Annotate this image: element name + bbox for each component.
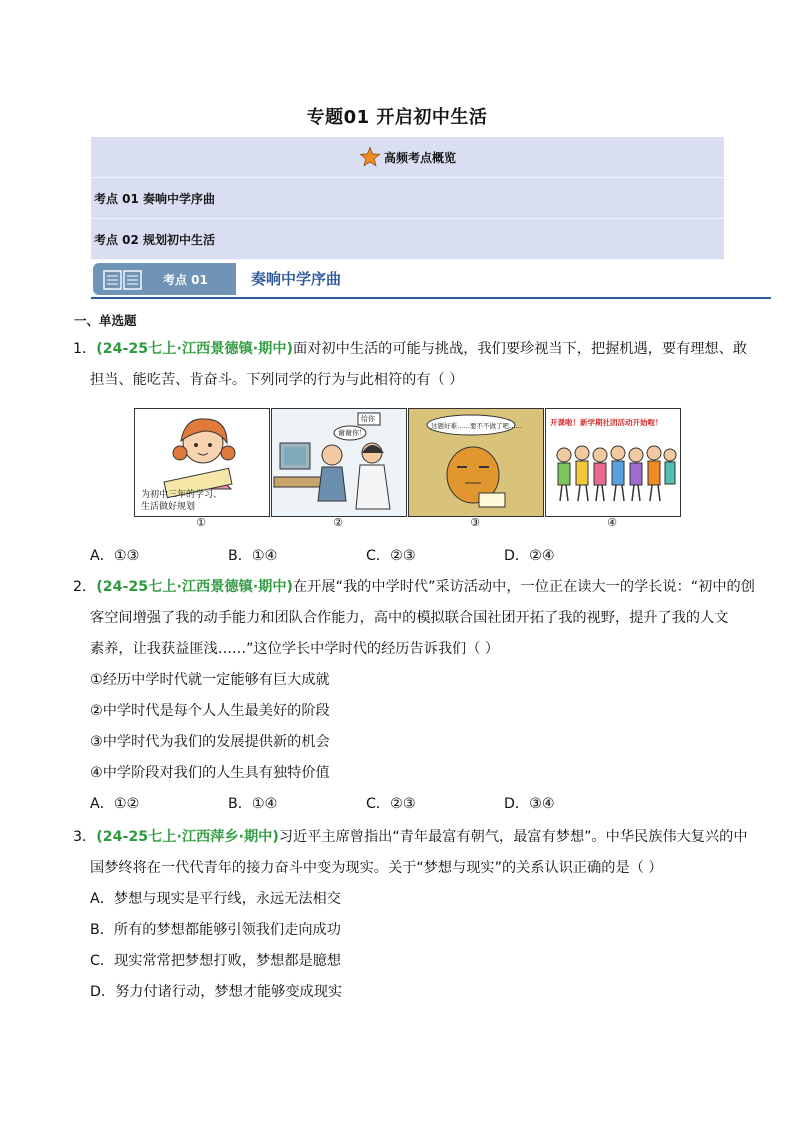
option-b: B．①④	[228, 796, 278, 812]
section-banner	[91, 263, 771, 301]
image-caption: ②	[333, 516, 343, 529]
cartoon-helping-classmate: 谢谢你！ 给你	[271, 408, 407, 517]
option-d: D．②④	[504, 548, 555, 564]
banner-tab	[93, 263, 236, 295]
option-c: C．现实常常把梦想打败，梦想都是臆想	[90, 953, 342, 969]
option-b: B．所有的梦想都能够引领我们走向成功	[90, 922, 341, 938]
cartoon-girl-planning: 为初中三年的学习、 生活做好规划	[134, 408, 270, 517]
question-1-images	[134, 408, 682, 532]
banner-title: 奏响中学序曲	[251, 270, 342, 288]
question-2: 2．(24-25七上·江西景德镇·期中)在开展“我的中学时代”采访活动中，一位正在读大一的学长说：“初中的创 客空间增强了我的动手能力和团队合作能力，高中的模拟联合国社团开拓了我的视野，提升了我的人文 素养，让我获益匪浅……”这位学长中学时代的经历告诉我们（ ） ①经历中学时代就一定能够有巨大成就 ②中学时代是每个人人生最美好的阶段 ③中学时代为我们的发展提供新的机会 ④中学阶段对我们的人生具有独特价值 A．①② B．①④ C．②③ D．③④	[73, 572, 733, 820]
question-1: 1．(24-25七上·江西景德镇·期中)面对初中生活的可能与挑战，我们要珍视当下，把握机遇，要有理想、敢 担当、能吃苦、肯奋斗。下列同学的行为与此相符的有（ ）	[73, 341, 748, 388]
question-source: (24-25七上·江西景德镇·期中)	[96, 341, 294, 357]
statement: ①经历中学时代就一定能够有巨大成就	[90, 672, 330, 688]
overview-header-label: 高频考点概览	[383, 150, 456, 165]
question-3: 3．(24-25七上·江西萍乡·期中)习近平主席曾指出“青年最富有朝气，最富有梦想”。中华民族伟大复兴的中 国梦终将在一代代青年的接力奋斗中变为现实。关于“梦想与现实”的关系认识正确的是（ ） A．梦想与现实是平行线，永远无法相交 B．所有的梦想都能够引领我们走向成功 C．现实常常把梦想打败，梦想都是臆想 D．努力付诸行动，梦想才能够变成现实	[73, 822, 733, 1008]
overview-table	[91, 137, 724, 260]
overview-item: 考点 02 规划初中生活	[91, 219, 724, 260]
banner-underline	[91, 297, 771, 299]
statement: ②中学时代是每个人人生最美好的阶段	[90, 703, 330, 719]
cartoon-club-activities: 开课啦！新学期社团活动开始啦！	[545, 408, 681, 517]
image-caption: ④	[607, 516, 617, 529]
section-heading: 一、单选题	[74, 313, 137, 328]
image-caption: ①	[196, 516, 206, 529]
option-a: A．梦想与现实是平行线，永远无法相交	[90, 891, 341, 907]
option-a: A．①②	[90, 796, 140, 812]
option-d: D．努力付诸行动，梦想才能够变成现实	[90, 984, 343, 1000]
overview-header	[91, 137, 724, 178]
document-title: 专题01 开启初中生活	[306, 107, 488, 128]
cartoon-giving-up: 这题好难……要不不做了吧……	[408, 408, 544, 517]
option-c: C．②③	[366, 548, 416, 564]
question-source: (24-25七上·江西萍乡·期中)	[96, 829, 279, 845]
statement: ④中学阶段对我们的人生具有独特价值	[90, 765, 330, 781]
image-caption: ③	[470, 516, 480, 529]
banner-label: 考点 01	[163, 273, 208, 287]
option-b: B．①④	[228, 548, 278, 564]
statement: ③中学时代为我们的发展提供新的机会	[90, 734, 330, 750]
overview-item: 考点 01 奏响中学序曲	[91, 178, 724, 219]
option-c: C．②③	[366, 796, 416, 812]
option-d: D．③④	[504, 796, 555, 812]
star-icon	[359, 146, 381, 168]
book-icon	[103, 270, 143, 290]
question-source: (24-25七上·江西景德镇·期中)	[96, 579, 294, 595]
option-a: A．①③	[90, 548, 140, 564]
question-1-options	[73, 541, 733, 572]
